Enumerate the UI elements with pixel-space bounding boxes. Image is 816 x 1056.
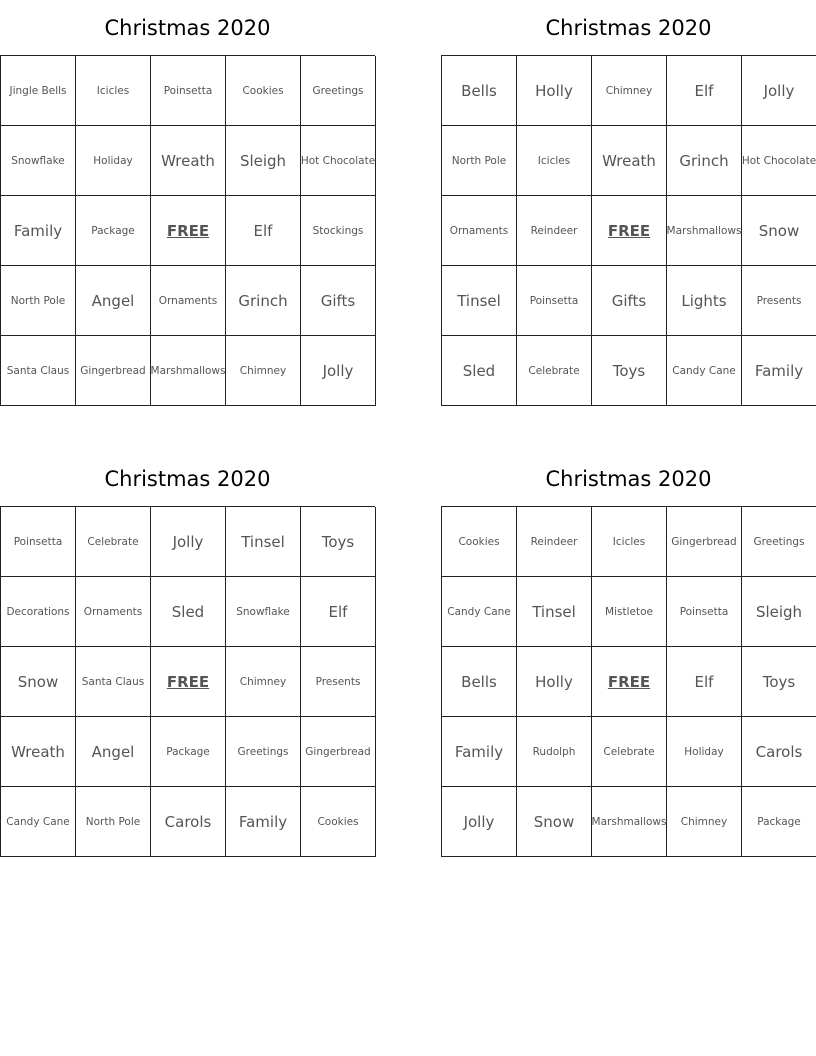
- bingo-cell: Wreath: [151, 126, 226, 196]
- free-space: FREE: [592, 196, 667, 266]
- bingo-cell: Tinsel: [442, 266, 517, 336]
- bingo-cell: Gingerbread: [667, 507, 742, 577]
- card-title: Christmas 2020: [104, 467, 271, 491]
- free-space: FREE: [151, 647, 226, 717]
- bingo-cell: Toys: [592, 336, 667, 406]
- bingo-cell: Gifts: [592, 266, 667, 336]
- bingo-cell: Jolly: [151, 507, 226, 577]
- bingo-cell: Sleigh: [742, 577, 816, 647]
- bingo-cell: Greetings: [301, 56, 376, 126]
- bingo-cell: Candy Cane: [667, 336, 742, 406]
- bingo-cell: Holiday: [76, 126, 151, 196]
- bingo-cell: Jolly: [442, 787, 517, 857]
- bingo-cell: Family: [442, 717, 517, 787]
- bingo-cell: Jolly: [742, 56, 816, 126]
- bingo-cell: Carols: [151, 787, 226, 857]
- bingo-cell: Poinsetta: [517, 266, 592, 336]
- bingo-cell: Family: [1, 196, 76, 266]
- bingo-cell: Gifts: [301, 266, 376, 336]
- bingo-cell: Greetings: [742, 507, 816, 577]
- bingo-cell: Tinsel: [517, 577, 592, 647]
- bingo-cell: Stockings: [301, 196, 376, 266]
- bingo-cell: Santa Claus: [76, 647, 151, 717]
- bingo-cell: Presents: [301, 647, 376, 717]
- bingo-cell: Snowflake: [226, 577, 301, 647]
- bingo-cell: Gingerbread: [76, 336, 151, 406]
- bingo-cell: Family: [226, 787, 301, 857]
- bingo-card-1: [0, 12, 375, 406]
- bingo-cell: Wreath: [592, 126, 667, 196]
- bingo-cell: Celebrate: [592, 717, 667, 787]
- bingo-cell: Marshmallows: [151, 336, 226, 406]
- bingo-cell: Gingerbread: [301, 717, 376, 787]
- bingo-cell: Wreath: [1, 717, 76, 787]
- bingo-cell: Icicles: [592, 507, 667, 577]
- bingo-cell: Marshmallows: [592, 787, 667, 857]
- bingo-cell: Angel: [76, 266, 151, 336]
- bingo-cell: Snow: [1, 647, 76, 717]
- bingo-cell: Jingle Bells: [1, 56, 76, 126]
- bingo-cell: Toys: [301, 507, 376, 577]
- bingo-cell: Ornaments: [442, 196, 517, 266]
- bingo-cell: Sled: [442, 336, 517, 406]
- bingo-cell: Santa Claus: [1, 336, 76, 406]
- bingo-cell: Poinsetta: [1, 507, 76, 577]
- bingo-cell: Icicles: [517, 126, 592, 196]
- bingo-card-4: [441, 463, 816, 857]
- bingo-cell: Grinch: [226, 266, 301, 336]
- bingo-cell: Reindeer: [517, 507, 592, 577]
- bingo-cell: Candy Cane: [442, 577, 517, 647]
- bingo-cell: Toys: [742, 647, 816, 717]
- bingo-cell: Holly: [517, 56, 592, 126]
- free-space: FREE: [151, 196, 226, 266]
- bingo-cell: Package: [76, 196, 151, 266]
- bingo-cell: Holly: [517, 647, 592, 717]
- bingo-cell: Angel: [76, 717, 151, 787]
- bingo-cell: Marshmallows: [667, 196, 742, 266]
- bingo-cell: North Pole: [1, 266, 76, 336]
- bingo-card-3: [0, 463, 375, 857]
- bingo-cell: Cookies: [301, 787, 376, 857]
- bingo-cell: Package: [151, 717, 226, 787]
- card-title: Christmas 2020: [545, 16, 712, 40]
- bingo-cell: Hot Chocolate: [301, 126, 376, 196]
- bingo-cell: Mistletoe: [592, 577, 667, 647]
- bingo-cell: Icicles: [76, 56, 151, 126]
- bingo-cell: Candy Cane: [1, 787, 76, 857]
- bingo-cell: North Pole: [442, 126, 517, 196]
- bingo-grid: [441, 506, 816, 857]
- bingo-cell: Decorations: [1, 577, 76, 647]
- bingo-cell: Hot Chocolate: [742, 126, 816, 196]
- bingo-cell: Elf: [667, 56, 742, 126]
- bingo-cell: Ornaments: [151, 266, 226, 336]
- bingo-cell: Grinch: [667, 126, 742, 196]
- bingo-grid: [441, 55, 816, 406]
- bingo-cell: Chimney: [226, 336, 301, 406]
- bingo-card-2: [441, 12, 816, 406]
- bingo-cell: Snow: [742, 196, 816, 266]
- bingo-cell: Elf: [226, 196, 301, 266]
- bingo-grid: [0, 55, 375, 406]
- bingo-cell: Presents: [742, 266, 816, 336]
- bingo-cell: Sleigh: [226, 126, 301, 196]
- bingo-cell: Holiday: [667, 717, 742, 787]
- bingo-cell: Bells: [442, 56, 517, 126]
- bingo-cell: Chimney: [226, 647, 301, 717]
- bingo-cell: Bells: [442, 647, 517, 717]
- bingo-cell: Rudolph: [517, 717, 592, 787]
- free-space: FREE: [592, 647, 667, 717]
- bingo-cell: Sled: [151, 577, 226, 647]
- bingo-cell: Elf: [667, 647, 742, 717]
- bingo-cell: Celebrate: [517, 336, 592, 406]
- bingo-cell: Cookies: [226, 56, 301, 126]
- card-title: Christmas 2020: [545, 467, 712, 491]
- bingo-cell: Carols: [742, 717, 816, 787]
- bingo-cell: Celebrate: [76, 507, 151, 577]
- bingo-cell: Elf: [301, 577, 376, 647]
- bingo-cell: Family: [742, 336, 816, 406]
- bingo-cell: Tinsel: [226, 507, 301, 577]
- bingo-cell: Lights: [667, 266, 742, 336]
- bingo-cell: Greetings: [226, 717, 301, 787]
- bingo-cell: Poinsetta: [667, 577, 742, 647]
- bingo-cell: Snow: [517, 787, 592, 857]
- bingo-cell: Ornaments: [76, 577, 151, 647]
- bingo-cell: Jolly: [301, 336, 376, 406]
- bingo-cell: Poinsetta: [151, 56, 226, 126]
- card-title: Christmas 2020: [104, 16, 271, 40]
- bingo-cell: Chimney: [592, 56, 667, 126]
- bingo-cell: Snowflake: [1, 126, 76, 196]
- bingo-cell: Reindeer: [517, 196, 592, 266]
- bingo-cell: Package: [742, 787, 816, 857]
- bingo-grid: [0, 506, 375, 857]
- bingo-cell: Cookies: [442, 507, 517, 577]
- bingo-cell: North Pole: [76, 787, 151, 857]
- bingo-cell: Chimney: [667, 787, 742, 857]
